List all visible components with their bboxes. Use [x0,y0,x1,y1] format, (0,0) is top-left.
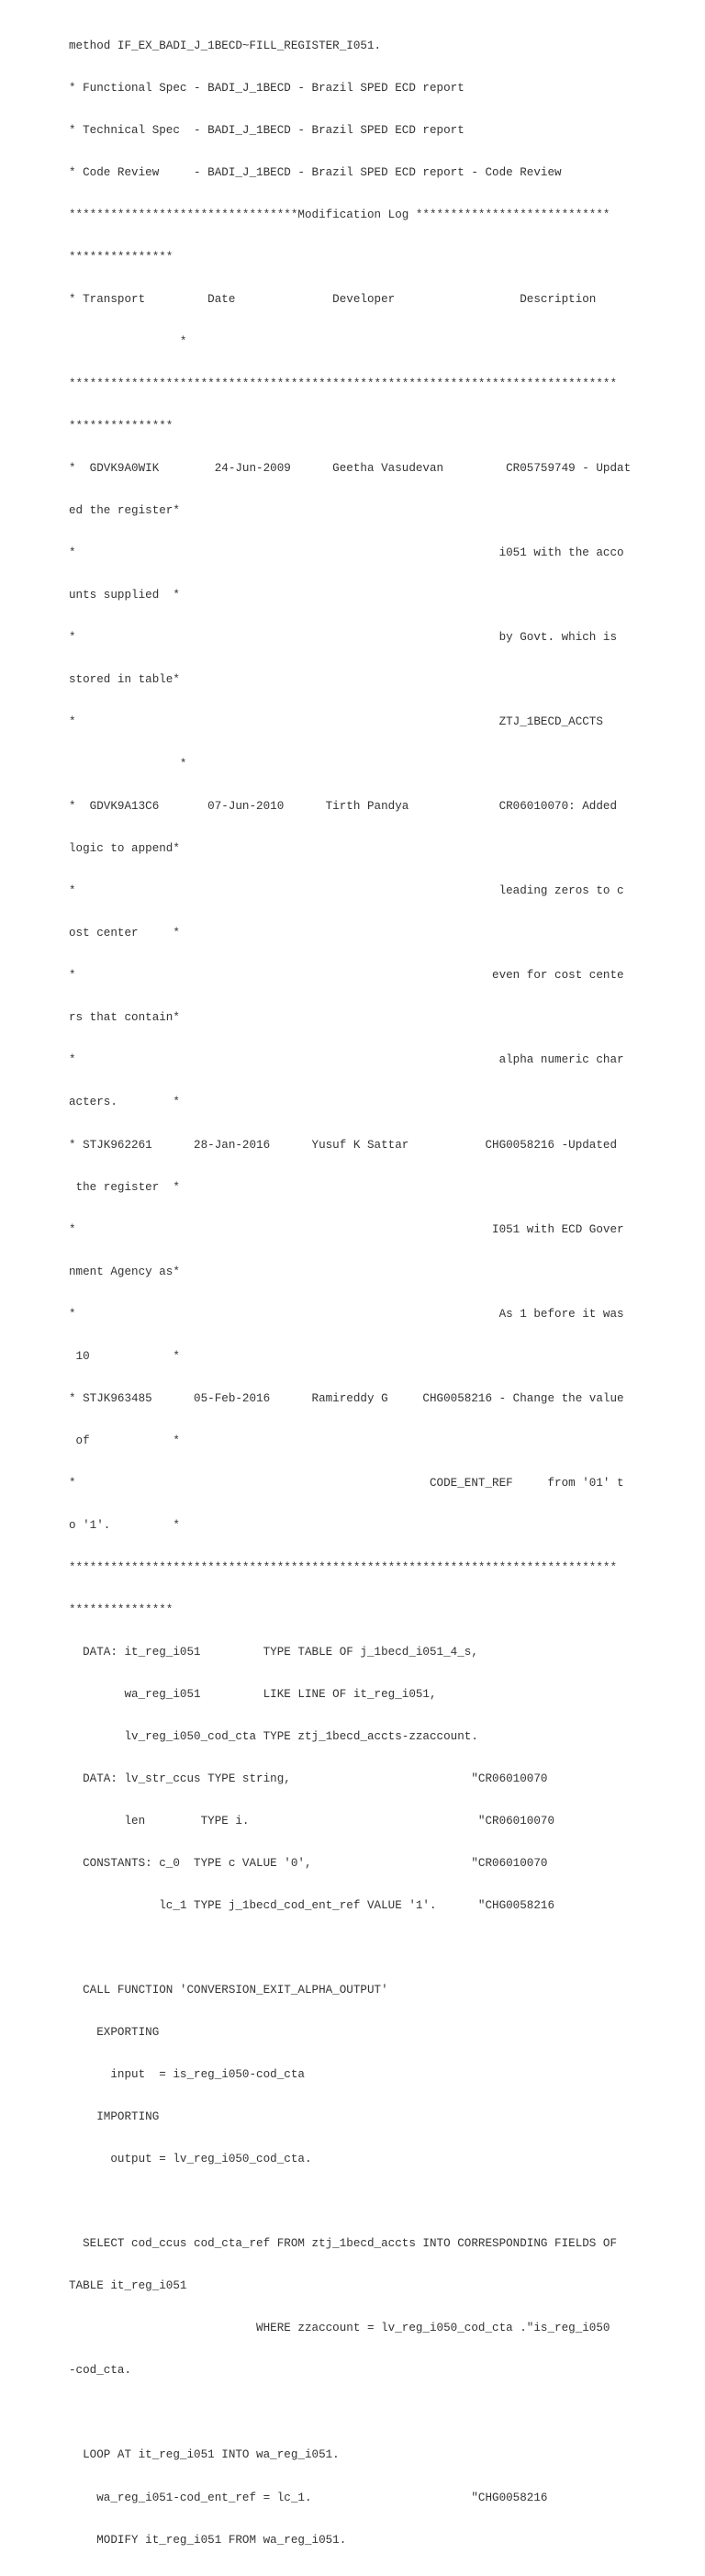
code-line: wa_reg_i051-cod_ent_ref = lc_1. "CHG0058216 [69,2491,548,2504]
code-line: DATA: lv_str_ccus TYPE string, "CR06010070 [69,1772,548,1785]
code-line: * I051 with ECD Gover [69,1222,624,1236]
code-line: * even for cost cente [69,969,624,983]
code-line: of * [69,1434,180,1447]
code-line: CONSTANTS: c_0 TYPE c VALUE '0', "CR06010070 [69,1857,548,1871]
code-line: nment Agency as* [69,1265,180,1278]
code-line: * by Govt. which is [69,631,618,645]
code-line: DATA: it_reg_i051 TYPE TABLE OF j_1becd_i051_4_s, [69,1645,478,1659]
code-line: * GDVK9A13C6 07-Jun-2010 Tirth Pandya CR06010070: Added [69,800,618,814]
code-line: ost center * [69,927,180,940]
code-line [69,2195,693,2209]
code-line: logic to append* [69,842,180,856]
code-line [69,1941,693,1955]
code-line: * Technical Spec - BADI_J_1BECD - Brazil SPED ECD report [69,123,464,137]
code-line: rs that contain* [69,1011,180,1025]
code-line: EXPORTING [69,2026,160,2040]
code-line: * Transport Date Developer Description [69,292,597,306]
code-line: * Code Review - BADI_J_1BECD - Brazil SPED ECD report - Code Review [69,165,562,179]
code-line: 10 * [69,1349,180,1363]
code-line: * leading zeros to c [69,884,624,898]
code-line: * [69,334,187,348]
code-line: acters. * [69,1096,180,1109]
code-line: unts supplied * [69,589,180,602]
code-line: * Functional Spec - BADI_J_1BECD - Brazil SPED ECD report [69,81,464,95]
code-line: * ZTJ_1BECD_ACCTS [69,715,603,729]
code-line: method IF_EX_BADI_J_1BECD~FILL_REGISTER_I051. [69,39,382,52]
source-code-listing [69,11,693,2576]
code-line: * STJK963485 05-Feb-2016 Ramireddy G CHG0058216 - Change the value [69,1391,624,1405]
code-line: len TYPE i. "CR06010070 [69,1815,555,1828]
code-line: -cod_cta. [69,2364,132,2378]
code-line: LOOP AT it_reg_i051 INTO wa_reg_i051. [69,2448,340,2462]
code-line: input = is_reg_i050-cod_cta [69,2068,305,2082]
code-line [69,2406,693,2420]
code-line: * i051 with the acco [69,546,624,560]
code-line: *************** [69,419,173,433]
code-line: ******************************************************************************* [69,1560,618,1574]
code-line: lv_reg_i050_cod_cta TYPE ztj_1becd_accts-zzaccount. [69,1729,478,1743]
code-line: * [69,758,187,771]
code-line: lc_1 TYPE j_1becd_cod_ent_ref VALUE '1'. "CHG0058216 [69,1899,555,1913]
code-line: MODIFY it_reg_i051 FROM wa_reg_i051. [69,2533,347,2547]
code-line: * GDVK9A0WIK 24-Jun-2009 Geetha Vasudevan CR05759749 - Updat [69,462,632,475]
code-line: ******************************************************************************* [69,377,618,390]
code-line: output = lv_reg_i050_cod_cta. [69,2153,312,2166]
code-line: SELECT cod_ccus cod_cta_ref FROM ztj_1becd_accts INTO CORRESPONDING FIELDS OF [69,2237,618,2251]
code-line: o '1'. * [69,1518,180,1532]
code-line: TABLE it_reg_i051 [69,2279,187,2293]
code-line: WHERE zzaccount = lv_reg_i050_cod_cta ."is_reg_i050 [69,2322,610,2335]
code-line: *********************************Modification Log **************************** [69,208,610,221]
code-line: IMPORTING [69,2110,160,2124]
code-line: stored in table* [69,673,180,687]
code-line: * STJK962261 28-Jan-2016 Yusuf K Sattar CHG0058216 -Updated [69,1138,618,1152]
code-line: ed the register* [69,504,180,518]
code-line: * CODE_ENT_REF from '01' t [69,1476,624,1490]
code-line: *************** [69,1603,173,1616]
code-line: the register * [69,1180,180,1194]
code-line: * As 1 before it was [69,1307,624,1321]
code-line: wa_reg_i051 LIKE LINE OF it_reg_i051, [69,1687,437,1701]
code-line: * alpha numeric char [69,1053,624,1067]
code-line: *************** [69,250,173,264]
code-line: CALL FUNCTION 'CONVERSION_EXIT_ALPHA_OUTPUT' [69,1984,388,1997]
